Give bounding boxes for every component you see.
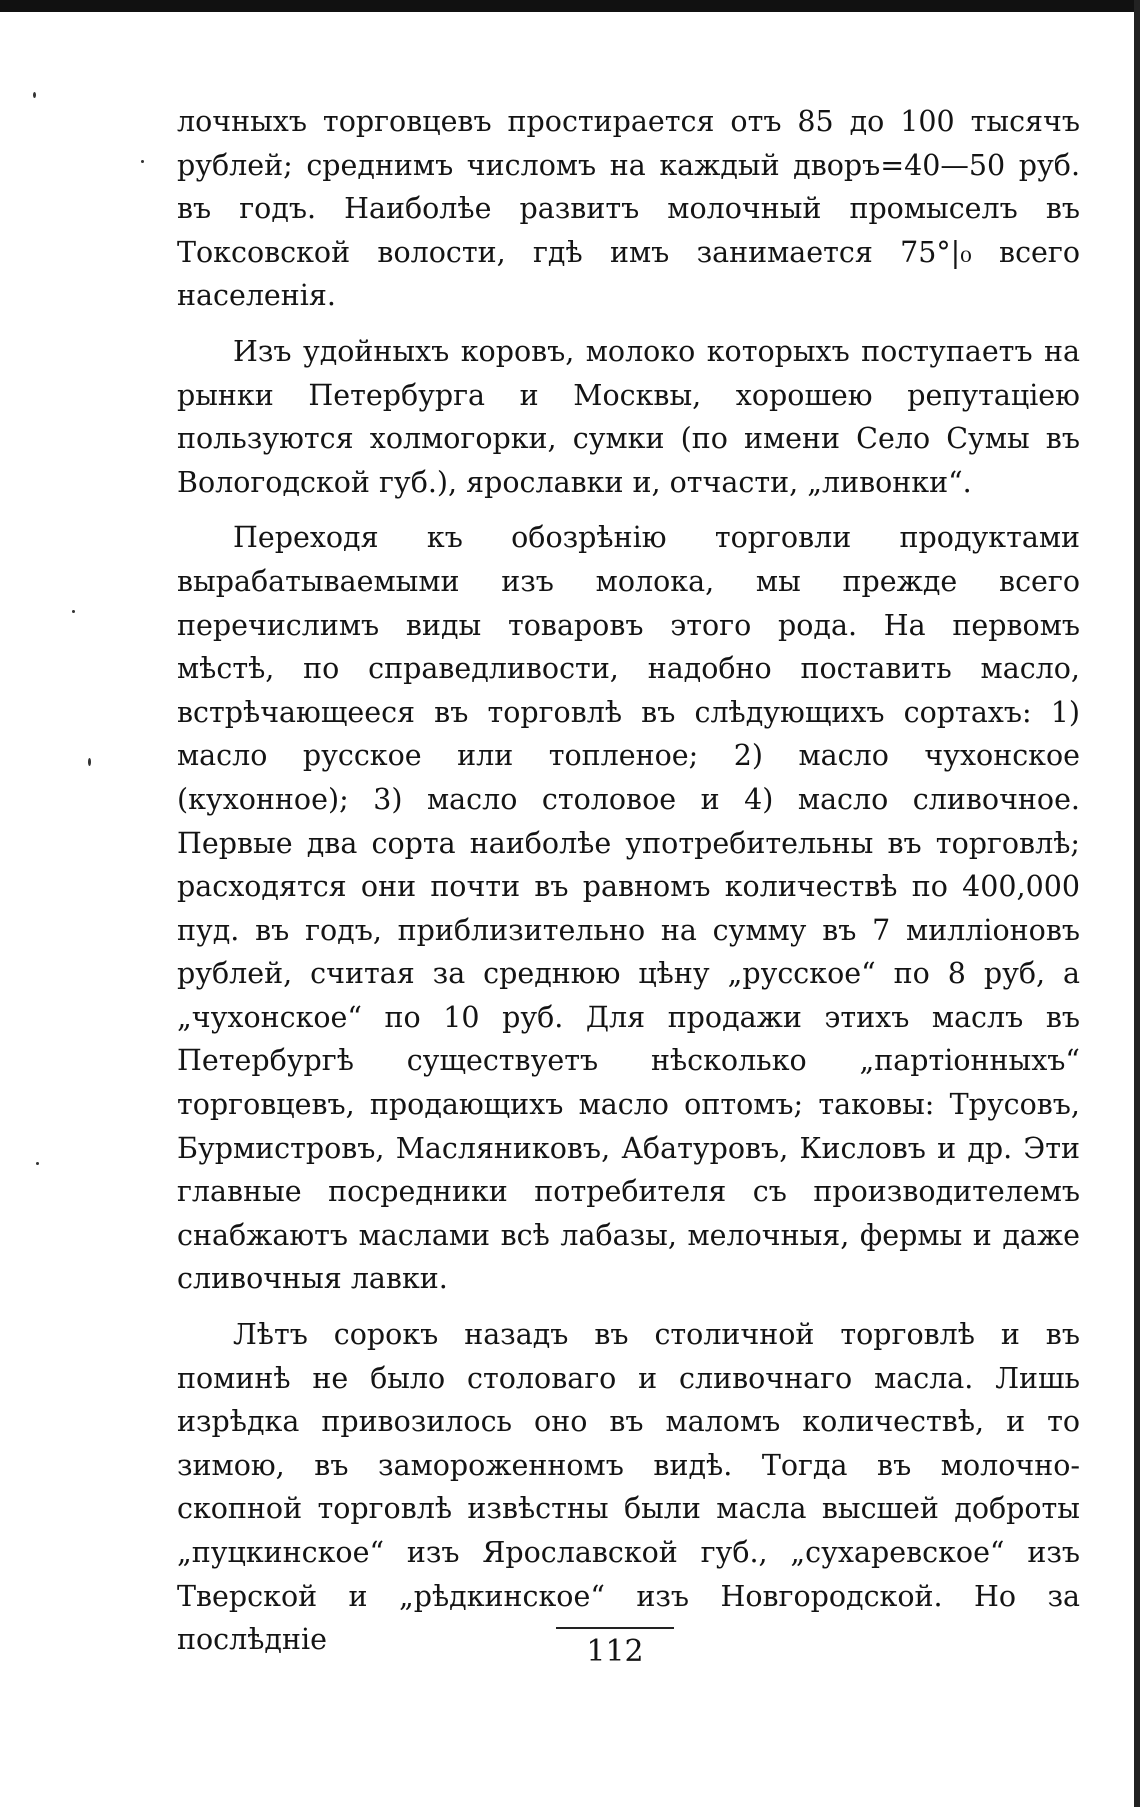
scan-speck xyxy=(36,1162,39,1165)
page-number-rule xyxy=(556,1627,674,1629)
paragraph-4: Лѣтъ сорокъ назадъ въ столичной торговлѣ и въ поминѣ не было столоваго и сливочнаго масла. Лишь изрѣдка привозилось оно въ маломъ количествѣ, и то зимою, въ замороженномъ видѣ. Тогда въ молочно-скопной торговлѣ извѣстны были масла высшей доброты „пуцкинское“ изъ Ярославской губ., „сухаревское“ изъ Тверской и „рѣдкинское“ изъ Новгородской. Но за послѣдніе xyxy=(177,1318,1080,1657)
scan-speck xyxy=(72,610,75,613)
paragraph-1: лочныхъ торговцевъ простирается отъ 85 до 100 тысячъ рублей; среднимъ числомъ на каждый дворъ=40—50 руб. въ годъ. Наиболѣе развитъ молочный промыселъ въ Токсовской волости, гдѣ имъ занимается 75°|₀ всего населенія. xyxy=(177,105,1080,313)
scan-top-border xyxy=(0,0,1140,12)
page-number: 112 xyxy=(586,1634,644,1669)
paragraph-2: Изъ удойныхъ коровъ, молоко которыхъ поступаетъ на рынки Петербурга и Москвы, хорошею репутаціею пользуются холмогорки, сумки (по имени Село Сумы въ Вологодской губ.), ярославки и, отчасти, „ливонки“. xyxy=(177,334,1080,499)
scan-speck xyxy=(88,758,91,766)
document-page xyxy=(177,100,1080,1674)
paragraph-3: Переходя къ обозрѣнію торговли продуктами вырабатываемыми изъ молока, мы прежде всего перечислимъ виды товаровъ этого рода. На первомъ мѣстѣ, по справедливости, надобно поставить масло, встрѣчающееся въ торговлѣ въ слѣдующихъ сортахъ: 1) масло русское или топленое; 2) масло чухонское (кухонное); 3) масло столовое и 4) масло сливочное. Первые два сорта наиболѣе употребительны въ торговлѣ; расходятся они почти въ равномъ количествѣ по 400,000 пуд. въ годъ, приблизительно на сумму въ 7 милліоновъ рублей, считая за среднюю цѣну „русское“ по 8 руб, а „чухонское“ по 10 руб. Для продажи этихъ маслъ въ Петербургѣ существуетъ нѣсколько „партіонныхъ“ торговцевъ, продающихъ масло оптомъ; таковы: Трусовъ, Бурмистровъ, Масляниковъ, Абатуровъ, Кисловъ и др. Эти главные посредники потребителя съ производителемъ снабжаютъ маслами всѣ лабазы, мелочныя, фермы и даже сливочныя лавки. xyxy=(177,521,1080,1296)
scan-speck xyxy=(141,160,144,163)
scan-speck xyxy=(33,92,36,98)
scan-right-border xyxy=(1134,0,1140,1807)
